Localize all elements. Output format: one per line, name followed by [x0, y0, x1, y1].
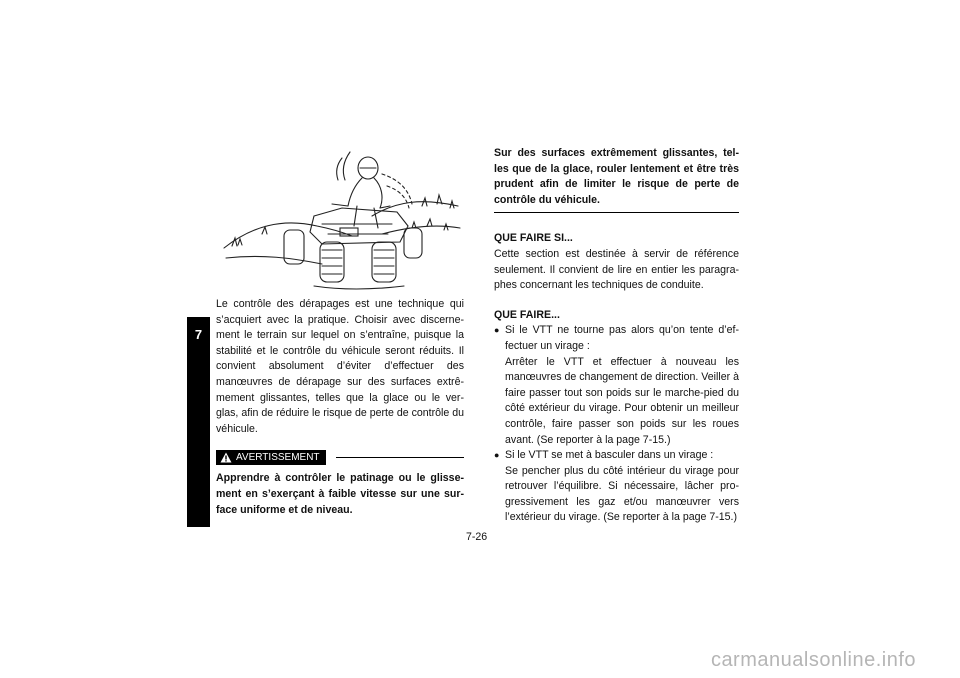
skid-control-paragraph: Le contrôle des dérapages est une technique qui s’acquiert avec la pratique. Choisir avec discerne-ment le terrain sur lequel on s’entraîne, puisque la stabilité et le contrôle du véhicule seront réduits. Il convient absolument d’éviter d’effectuer des manœuvres de dérapage sur des surfaces extrê-mement glissantes, telles que la glace ou le ver-glas, afin de réduire le risque de perte de contrôle du véhicule.: [216, 298, 464, 435]
bullet-condition: Si le VTT se met à basculer dans un virage :: [505, 449, 714, 462]
warning-triangle-icon: [220, 452, 232, 463]
atv-rider-sliding-illustration: [222, 146, 462, 296]
left-column: [216, 297, 464, 518]
bullet-action: Arrêter le VTT et effectuer à nouveau les manœuvres de changement de direction. Veiller à faire passer tout son poids sur le marche-pied du côté extérieur du virage. Pour obtenir un meilleur contrôle, faire passer son poids sur les roues avant. (Se reporter à la page 7-15.): [505, 355, 739, 446]
warning-label: AVERTISSEMENT: [236, 451, 320, 463]
section-heading-que-faire-si: QUE FAIRE SI...: [494, 232, 573, 245]
section-intro-text: Cette section est destinée à servir de référence seulement. Il convient de lire en entier les paragra-phes concernant les techniques de conduite.: [494, 247, 739, 292]
warning-end-rule: [494, 212, 739, 213]
section-heading-que-faire: QUE FAIRE...: [494, 308, 560, 321]
list-item: [494, 448, 739, 526]
warning-rule: [336, 457, 464, 458]
bullet-condition: Si le VTT ne tourne pas alors qu’on tente d’ef-fectuer un virage :: [505, 324, 739, 352]
watermark-link[interactable]: carmanualsonline.info: [710, 649, 916, 671]
warning-continuation: Sur des surfaces extrêmement glissantes, tel-les que de la glace, rouler lentement et être très prudent afin de limiter le risque de perte de contrôle du véhicule.: [494, 147, 739, 206]
chapter-number: 7: [194, 327, 203, 342]
chapter-tab: [187, 317, 210, 527]
warning-text: Apprendre à contrôler le patinage ou le glisse-ment en s’exerçant à faible vitesse sur une sur-face uniforme et de niveau.: [216, 472, 464, 516]
warning-badge: [216, 450, 326, 465]
right-column: [494, 146, 739, 526]
list-item: [494, 323, 739, 448]
bullet-action: Se pencher plus du côté intérieur du virage pour retrouver l’équilibre. Si nécessaire, lâcher pro-gressivement les gaz et/ou manœuvrer vers l’extérieur du virage. (Se reporter à la page 7-15.): [505, 464, 739, 524]
bullet-icon: ●: [494, 325, 500, 336]
page-number: 7-26: [466, 531, 488, 543]
bullet-icon: ●: [494, 450, 500, 461]
warning-header: [216, 449, 464, 465]
